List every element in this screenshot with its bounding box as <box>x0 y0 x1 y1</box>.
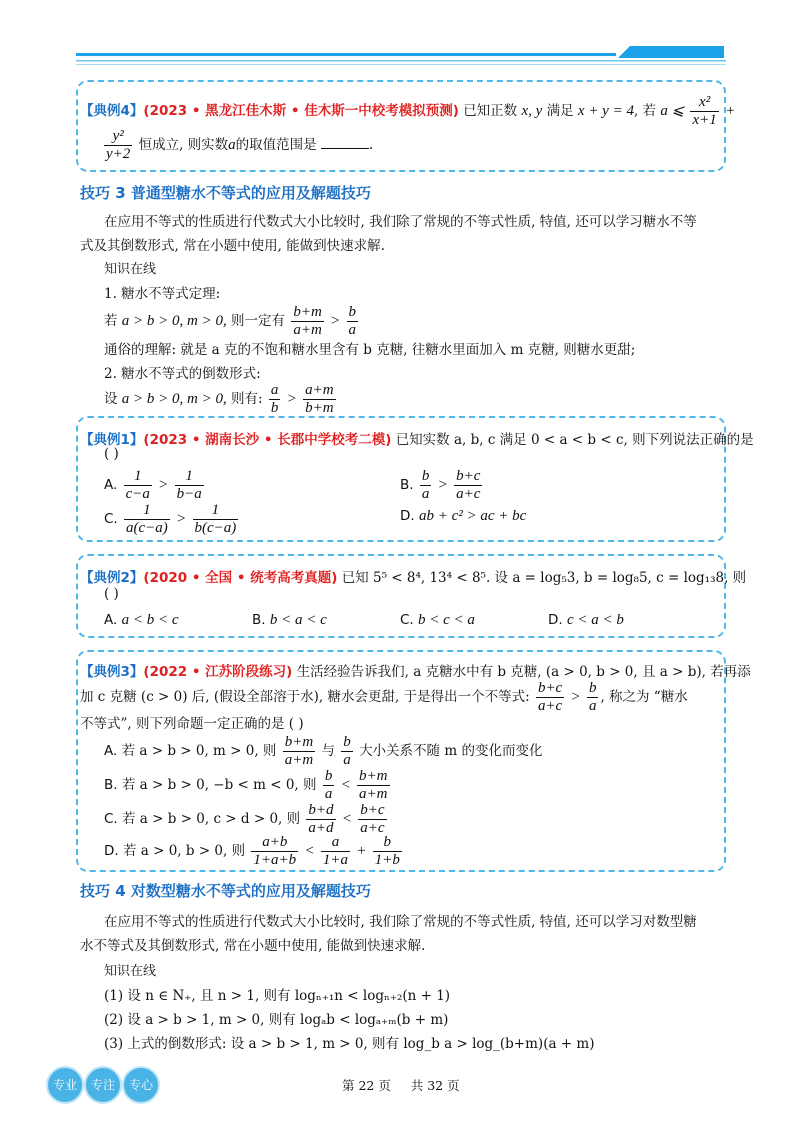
example2-option-a[interactable]: A. a < b < c <box>104 612 179 628</box>
skill4-item1: (1) 设 n ∈ N₊, 且 n > 1, 则有 logₙ₊₁n < logₙ₊₂(n + 1) <box>104 988 451 1004</box>
example4-lhs: a ⩽ <box>660 103 685 119</box>
skill3-understand: 通俗的理解: 就是 a 克的不饱和糖水里含有 b 克糖, 往糖水里面加入 m 克糖, 则糖水更甜; <box>104 342 636 358</box>
example2-option-b[interactable]: B. b < a < c <box>252 612 327 628</box>
skill3-title: 技巧 3 普通型糖水不等式的应用及解题技巧 <box>80 184 371 202</box>
footer-badge-3: 专心 <box>122 1066 160 1104</box>
skill4-knowledge: 知识在线 <box>104 964 157 979</box>
example1-option-d[interactable]: D. ab + c² > ac + bc <box>400 508 527 524</box>
example3-line1: 【典例3】(2022 • 江苏阶段练习) 生活经验告诉我们, a 克糖水中有 b 克糖, (a > 0, b > 0, 且 a > b), 若再添 <box>80 664 751 680</box>
skill3-intro1: 在应用不等式的性质进行代数式大小比较时, 我们除了常规的不等式性质, 特值, 还可以学习糖水不等 <box>104 214 697 230</box>
example4-source: (2023 • 黑龙江佳木斯 • 佳木斯一中校考模拟预测) <box>143 103 459 119</box>
skill3-item2-formula: 设 a > b > 0, m > 0, 则有: $\frac{a}{b}$ > $\frac{a+m}{b+m}$ <box>104 382 334 416</box>
example3-option-d[interactable]: D. 若 a > 0, b > 0, 则 $\frac{a+b}{1+a+b}$ < $\frac{a}{1+a}$ + $\frac{b}{1+b}$ <box>104 834 400 868</box>
example1-option-c[interactable]: C. $\frac{1}{a(c-a)}$ > $\frac{1}{b(c-a)}$ <box>104 502 237 536</box>
footer-badge-2: 专注 <box>84 1066 122 1104</box>
example4-end: . <box>368 137 374 153</box>
skill4-title: 技巧 4 对数型糖水不等式的应用及解题技巧 <box>80 882 371 900</box>
example4-tag: 【典例4】 <box>80 103 144 119</box>
example1-stem: 【典例1】(2023 • 湖南长沙 • 长郡中学校考二模) 已知实数 a, b, c 满足 0 < a < b < c, 则下列说法正确的是 <box>80 432 754 448</box>
example4-text3: , 若 <box>633 103 657 119</box>
example4-text4: 恒成立, 则实数 <box>138 137 229 153</box>
skill3-item1-formula: 若 a > b > 0, m > 0, 则一定有 $\frac{b+m}{a+m}$ > $\frac{b}{a}$ <box>104 304 357 338</box>
skill4-intro1: 在应用不等式的性质进行代数式大小比较时, 我们除了常规的不等式性质, 特值, 还可以学习对数型糖 <box>104 914 697 930</box>
example3-line3: 不等式”, 则下列命题一定正确的是 ( ) <box>80 716 304 732</box>
footer-badge-1: 专业 <box>46 1066 84 1104</box>
example2-option-c[interactable]: C. b < c < a <box>400 612 475 628</box>
example4-plus: + <box>725 103 736 119</box>
example4-vars: x, y <box>521 103 543 119</box>
example1-option-b[interactable]: B. $\frac{b}{a}$ > $\frac{b+c}{a+c}$ <box>400 468 481 502</box>
example4-text2: 满足 <box>546 103 574 119</box>
example2-paren: ( ) <box>104 586 119 602</box>
example4-avar: a <box>228 137 236 153</box>
example4-frac1: $\frac{\text{x²}}{x+1}$ <box>692 94 717 128</box>
skill4-intro2: 水不等式及其倒数形式, 常在小题中使用, 能做到快速求解. <box>80 938 426 954</box>
skill3-item2: 2. 糖水不等式的倒数形式: <box>104 366 261 382</box>
example1-option-a[interactable]: A. $\frac{1}{c-a}$ > $\frac{1}{b-a}$ <box>104 468 202 502</box>
example4-line2 <box>102 128 373 163</box>
example4-text5: 的取值范围是 <box>235 137 317 153</box>
example4-frac2: $\frac{\text{y²}}{y+2}$ <box>106 128 131 162</box>
example3-line2: 加 c 克糖 (c > 0) 后, (假设全部溶于水), 糖水会更甜, 于是得出一个不等式: $\frac{b+c}{a+c}$ > $\frac{b}{a}$ , 称之为 “糖水 <box>80 680 688 714</box>
example3-option-b[interactable]: B. 若 a > b > 0, −b < m < 0, 则 $\frac{b}{a}$ < $\frac{b+m}{a+m}$ <box>104 768 388 802</box>
skill3-knowledge: 知识在线 <box>104 262 157 277</box>
example3-option-a[interactable]: A. 若 a > b > 0, m > 0, 则 $\frac{b+m}{a+m}$ 与 $\frac{b}{a}$ 大小关系不随 m 的变化而变化 <box>104 734 543 768</box>
example4-line1 <box>80 94 735 129</box>
skill4-item3: (3) 上式的倒数形式: 设 a > b > 1, m > 0, 则有 log_b a > log_(b+m)(a + m) <box>104 1036 595 1052</box>
answer-blank[interactable] <box>321 148 369 149</box>
skill3-item1: 1. 糖水不等式定理: <box>104 286 221 302</box>
skill3-intro2: 式及其倒数形式, 常在小题中使用, 能做到快速求解. <box>80 238 385 254</box>
example1-paren: ( ) <box>104 446 119 462</box>
example2-option-d[interactable]: D. c < a < b <box>548 612 624 628</box>
example4-cond: x + y = 4 <box>577 103 634 119</box>
example4-text1: 已知正数 <box>463 103 518 119</box>
example2-stem: 【典例2】(2020 • 全国 • 统考高考真题) 已知 5⁵ < 8⁴, 13⁴ < 8⁵. 设 a = log₅3, b = log₈5, c = log₁₃8, 则 <box>80 570 747 586</box>
header-stripes <box>0 0 800 80</box>
example3-option-c[interactable]: C. 若 a > b > 0, c > d > 0, 则 $\frac{b+d}{a+d}$ < $\frac{b+c}{a+c}$ <box>104 802 385 836</box>
page-number: 第 22 页 共 32 页 <box>342 1078 460 1093</box>
skill4-item2: (2) 设 a > b > 1, m > 0, 则有 logₐb < logₐ₊ₘ(b + m) <box>104 1012 449 1028</box>
